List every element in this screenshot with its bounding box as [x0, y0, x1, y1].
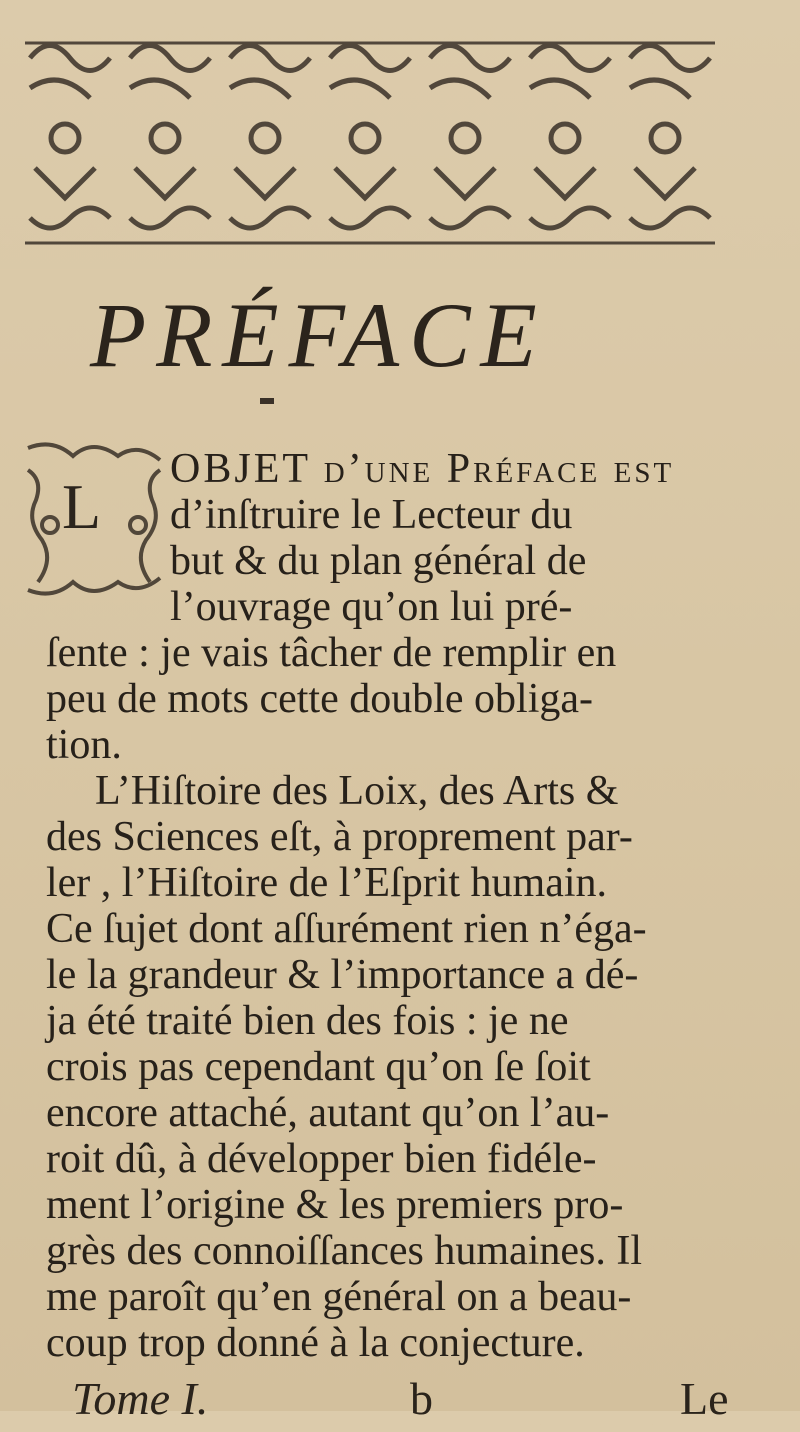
volume-label: Tome I.: [72, 1373, 209, 1424]
text-line: ſente : je vais tâcher de remplir en: [46, 630, 617, 676]
text-line: coup trop donné à la conjecture.: [46, 1320, 585, 1366]
text-line: crois pas cependant qu’on ſe ſoit: [46, 1044, 591, 1090]
page-footer: [0, 1372, 800, 1432]
text-line: des Sciences eſt, à proprement par-: [46, 814, 633, 860]
catchword: Le: [680, 1373, 729, 1424]
text-line: le la grandeur & l’importance a dé-: [46, 952, 639, 998]
text-line: d’inſtruire le Lecteur du: [170, 492, 573, 538]
text-line: Ce ſujet dont aſſurément rien n’éga-: [46, 906, 647, 952]
ornament-band: [20, 18, 720, 258]
signature-mark: b: [410, 1373, 433, 1424]
text-line: peu de mots cette double obliga-: [46, 676, 594, 722]
title-ornament-dash: [260, 398, 274, 404]
text-line: roit dû, à développer bien fidéle-: [46, 1136, 597, 1182]
text-line: me paroît qu’en général on a beau-: [46, 1274, 632, 1320]
text-line: OBJET d’une Préface eſt: [170, 446, 675, 492]
text-line: l’ouvrage qu’on lui pré-: [170, 584, 573, 630]
text-line: ja été traité bien des fois : je ne: [46, 998, 569, 1044]
text-line: grès des connoiſſances humaines. Il: [46, 1228, 642, 1274]
text-line: L’Hiſtoire des Loix, des Arts &: [95, 768, 619, 814]
text-line: encore attaché, autant qu’on l’au-: [46, 1090, 610, 1136]
drop-cap: [20, 440, 168, 602]
dropcap-letter: L: [62, 471, 102, 542]
text-line: tion.: [46, 722, 122, 768]
text-line: ler , l’Hiſtoire de l’Eſprit humain.: [46, 860, 608, 906]
text-line: but & du plan général de: [170, 538, 587, 584]
text-line: ment l’origine & les premiers pro-: [46, 1182, 624, 1228]
page-title: PRÉFACE: [90, 284, 547, 386]
